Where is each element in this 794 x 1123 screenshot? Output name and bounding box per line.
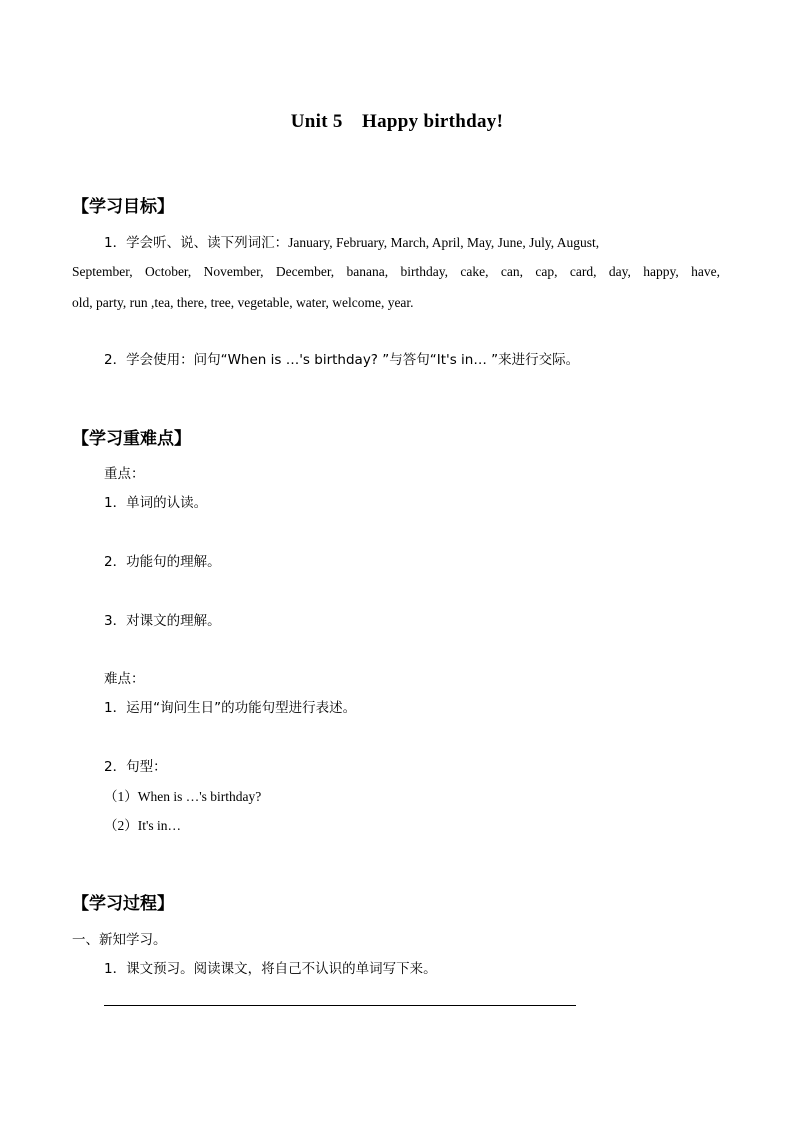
goals-item-2: 2．学会使用：问句“When is …'s birthday? ”与答句“It's in… ”来进行交际。 [104,352,580,368]
goals-item-1-prefix: 1．学会听、说、读下列词汇： [104,235,289,251]
goals-item-1-line-1 [104,234,599,253]
key-points-heading: 【学习重难点】 [72,429,191,449]
document-title: Unit 5 Happy birthday! [290,111,504,132]
process-heading: 【学习过程】 [72,894,174,914]
key-item-1: 1．单词的认读。 [104,495,208,511]
key-item-3: 3．对课文的理解。 [104,613,221,629]
difficult-label: 难点： [104,671,145,687]
key-label: 重点： [104,466,145,482]
process-part-1-item-1: 1．课文预习。阅读课文，将自己不认识的单词写下来。 [104,961,437,977]
goals-heading: 【学习目标】 [72,197,174,217]
difficult-item-1: 1．运用“询问生日”的功能句型进行表述。 [104,700,357,716]
key-item-2: 2．功能句的理解。 [104,554,221,570]
goals-item-1-line-2: September, October, November, December, banana, birthday, cake, can, cap, card, day, happy, have, [72,264,720,279]
goals-item-1-words: January, February, March, April, May, June, July, August, [288,235,600,250]
goals-item-1-line-3: old, party, run ,tea, there, tree, vegetable, water, welcome, year. [72,295,414,310]
sentence-pattern-1: （1）When is …'s birthday? [104,789,262,804]
answer-blank-line [104,1005,576,1006]
sentence-pattern-2: （2）It's in… [104,818,182,833]
process-part-1: 一、新知学习。 [72,932,167,948]
difficult-item-2: 2．句型： [104,759,167,775]
